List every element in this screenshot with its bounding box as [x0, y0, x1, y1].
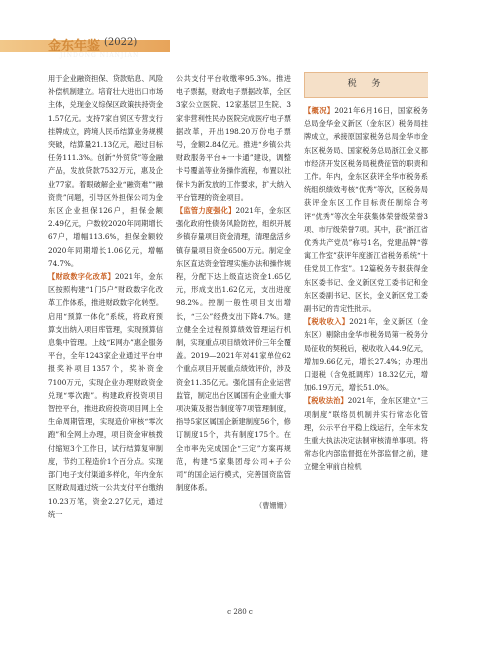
paragraph [48, 270, 163, 521]
paragraph-text: 2021年，金东区强化政府性债务风险防控，组织开展乡镇存量项目资金清理，清理盘活乡镇存量项目资金6500万元。制定金东区直达资金管理实施办法和操作规程，分配下达上级直达资金1.65亿元，形成支出1.62亿元，支出进度98.2%。控制一般性项目支出增长，“三公”经费支出下降4.7%。建立健全全过程预算绩效管理运行机制，实现重点项目绩效评价三年全覆盖。2019—2021年对41家单位62个重点项目开展重点绩效评价，涉及资金11.35亿元。强化国有企业运营监管，制定出台区属国有企业重大事项决策及报告制度等7项管理制度，指导5家区属国企新建制度56个，修订制度15个，共有制度175个。在全市率先完成国企“三定”方案再规范，构建“5家集团母公司+子公司”的国企运行模式，完善国资监管制度体系。 [176, 206, 291, 493]
paragraph: 公共支付平台收缴率95.3%。推进电子票据，财政电子票据改革，全区3家公立医院、12家基层卫生院、3家非营利性民办医院完成医疗电子票据改革，开出198.20万份电子票号，金额2.84亿元。推进“乡镇公共财政服务平台+一卡通”建设，调整卡号覆盖等业务操作流程，布置以社保卡为新发放的工作要求，扩大纳入平台管理的资金项目。 [176, 74, 291, 202]
author-signature: （曹姗姗） [255, 500, 291, 510]
page-number: c 280 c [227, 608, 253, 616]
yearbook-year: (2022) [104, 37, 138, 48]
section-heading: 【财政数字化改革】 [48, 272, 115, 282]
paragraph-text: 2021年，金义新区（金东区）剔除由金华市税务局第一税务分局征收的契税后，税收收入44.9亿元，增加9.66亿元，增长27.4%；办理出口退税（含免抵调库）18.32亿元，增加6.19万元，增长51.0%。 [304, 317, 428, 393]
text-column-2 [176, 72, 291, 577]
paragraph-text: 2021年，金东区按照构建“1门5户”财政数字化改革工作体系，推进财政数字化转型。启用“预算一体化”系统，将政府预算支出纳入项目库管理，实现预算信息集中管理。上线“E网办”惠企服务平台，全年1243家企业通过平台申报奖补项目1357个，奖补资金7100万元，实现企业办理财政资金兑现“零次跑”。构建政府投资项目智控平台，推进政府投资项目网上全生命周期管理，实现造价审核“零次跑”和全网上办理，项目资金审核拨付缩短3个工作日，试行结算复审制度，节约工程造价1个百分点。实现部门电子支付渠道多样化，年内金东区财政局通过统一公共支付平台缴纳10.23万笔，资金2.27亿元，通过统一 [48, 272, 163, 519]
yearbook-subtitle: JINDONG NIANJIAN [60, 52, 140, 59]
section-heading: 【概况】 [304, 106, 335, 115]
tax-section-title: 税 务 [347, 79, 387, 90]
section-heading: 【税收收入】 [304, 317, 350, 327]
paragraph: 用于企业融资担保、贷款贴息、风险补偿机制建立。培育壮大进出口市场主体，兑现金义综保区政策扶持资金1.57亿元。支持7家自贸区专营支行挂牌成立，跨境人民币结算业务规模突破，结算量21.13亿元，超过目标任务111.3%。创新“外贸贷”等金融产品，发放贷款7532万元，惠及企业77家。着眼破解企业“融资难”“融资贵”问题，引导区外担保公司为金东区企业担保126户，担保金额2.49亿元，户数较2020年同期增长67户，增幅113.6%，担保金额较2020年同期增长1.06亿元，增幅74.7%。 [48, 74, 163, 268]
paragraph [304, 315, 428, 394]
paragraph-text: 2021年，金东区建立“三项制度”联络员机制并实行常态化管理，公示平台平稳上线运行，全年未发生重大执法决定法制审核清单事项。将常态化内部监督挺在外部监督之前，建立健全审前自检机 [304, 396, 428, 472]
section-heading: 【监管力度强化】 [176, 206, 236, 216]
paragraph [304, 104, 428, 315]
paragraph [176, 204, 291, 494]
paragraph [304, 394, 428, 473]
section-heading: 【税收法治】 [304, 396, 348, 406]
text-column-3 [304, 72, 428, 577]
yearbook-logo: 金东年鉴 [48, 39, 101, 54]
text-column-1 [48, 72, 163, 577]
tax-section-box [304, 72, 428, 98]
paragraph-text: 2021年6月16日，国家税务总局金华金义新区（金东区）税务局挂牌成立，承接原国家税务总局金华市金东区税务局、国家税务总局浙江金义都市经济开发区税务局税费征管的职责和工作。年内，金东区获评全华市税务系统组织绩效考核“优秀”等次，区税务局获评金东区工作目标责任制综合考评“优秀”等次全年获集体荣誉级荣誉3项、市厅级荣誉7项。其中，获“浙江省优秀共产党员”称号1名，党建品牌“蓉寓工作室”获评年度浙江省税务系统“十佳党员工作室”。12篇税务专报获得金东区委书记、金义新区党工委书记和金东区委副书记、区长，金义新区党工委副书记的肯定性批示。 [304, 106, 428, 314]
page-header [0, 0, 480, 59]
